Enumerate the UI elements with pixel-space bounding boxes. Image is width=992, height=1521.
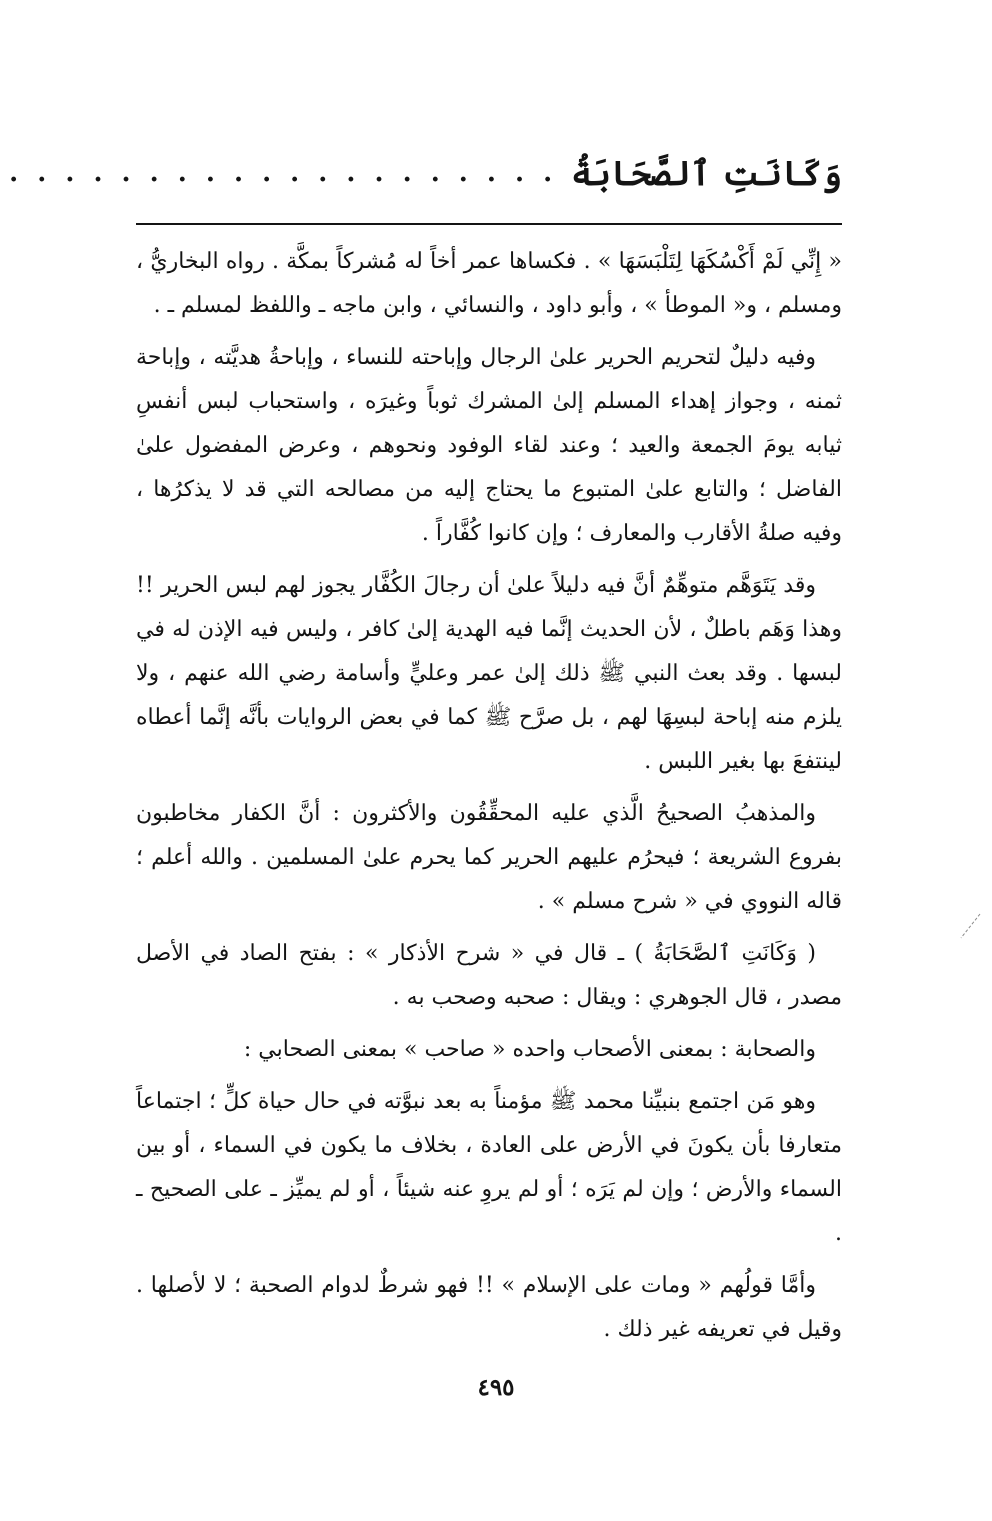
paragraph-5: ( وَكَانَتِ ٱلصَّحَابَةُ ) ـ قال في « شرح الأذكار » : بفتح الصاد في الأصل مصدر ، قال الجوهري : ويقال : صحبه وصحب به . [136, 941, 842, 1010]
paragraph-7: وهو مَن اجتمع بنبيِّنا محمد ﷺ مؤمناً به بعد نبوَّته في حال حياة كلٍّ ؛ اجتماعاً متعارفا بأن يكونَ في الأرض على العادة ، بخلاف ما يكون في السماء ، أو بين السماء والأرض ؛ وإن لم يَرَه ؛ أو لم يروِ عنه شيئاً ، أو لم يميِّز ـ على الصحيح ـ . [136, 1089, 842, 1246]
header-title: وَكَانَتِ ٱلصَّحَابَةُ [571, 153, 842, 194]
paragraph-4: والمذهبُ الصحيحُ الَّذي عليه المحقِّقُون والأكثرون : أنَّ الكفار مخاطبون بفروع الشريعة ؛ فيحرُم عليهم الحرير كما يحرم علىٰ المسلمين . والله أعلم ؛ قاله النووي في « شرح مسلم » . [136, 801, 842, 914]
paragraph-6: والصحابة : بمعنى الأصحاب واحده « صاحب » بمعنى الصحابي : [243, 1037, 816, 1062]
page-body [136, 240, 842, 1360]
paragraph-2: وفيه دليلٌ لتحريم الحرير علىٰ الرجال وإباحته للنساء ، وإباحةُ هديَّته ، وإباحة ثمنه ، وجواز إهداء المسلم إلىٰ المشرك ثوباً وغيرَه ، واستحباب لبس أنفسِ ثيابه يومَ الجمعة والعيد ؛ وعند لقاء الوفود ونحوهم ، وعرض المفضول علىٰ الفاضل ؛ والتابع علىٰ المتبوع ما يحتاج إليه من مصالحه التي قد لا يذكرُها ، وفيه صلةُ الأقارب والمعارف ؛ وإن كانوا كُفَّاراً . [136, 345, 842, 546]
paragraph-3: وقد يَتَوَهَّم متوهِّمٌ أنَّ فيه دليلاً علىٰ أن رجالَ الكُفَّار يجوز لهم لبس الحرير !! وهذا وَهَم باطلٌ ، لأن الحديث إنَّما فيه الهدية إلىٰ كافر ، وليس فيه الإذن له في لبسها . وقد بعث النبي ﷺ ذلك إلىٰ عمر وعليٍّ وأسامة رضي الله عنهم ، ولا يلزم منه إباحة لبسِهَا لهم ، بل صرَّح ﷺ كما في بعض الروايات بأنَّه إنَّما أعطاه لينتفعَ بها بغير اللبس . [136, 573, 842, 774]
header-rule [136, 223, 842, 225]
paragraph-1: « إِنِّي لَمْ أَكْسُكَهَا لِتَلْبَسَهَا » . فكساها عمر أخاً له مُشركاً بمكَّة . رواه البخاريُّ ، ومسلم ، و« الموطأ » ، وأبو داود ، والنسائي ، وابن ماجه ـ واللفظ لمسلم ـ . [136, 249, 842, 318]
margin-pencil-mark [958, 912, 982, 940]
page-number: ٤٩٥ [477, 1374, 515, 1401]
paragraph-8: وأمَّا قولُهم « ومات على الإسلام » !! فهو شرطٌ لدوام الصحبة ؛ لا لأصلها . وقيل في تعريفه غير ذلك . [136, 1273, 842, 1342]
header-dots: . . . . . . . . . . . . . . . . . . . . [9, 158, 558, 188]
running-header [9, 146, 842, 200]
